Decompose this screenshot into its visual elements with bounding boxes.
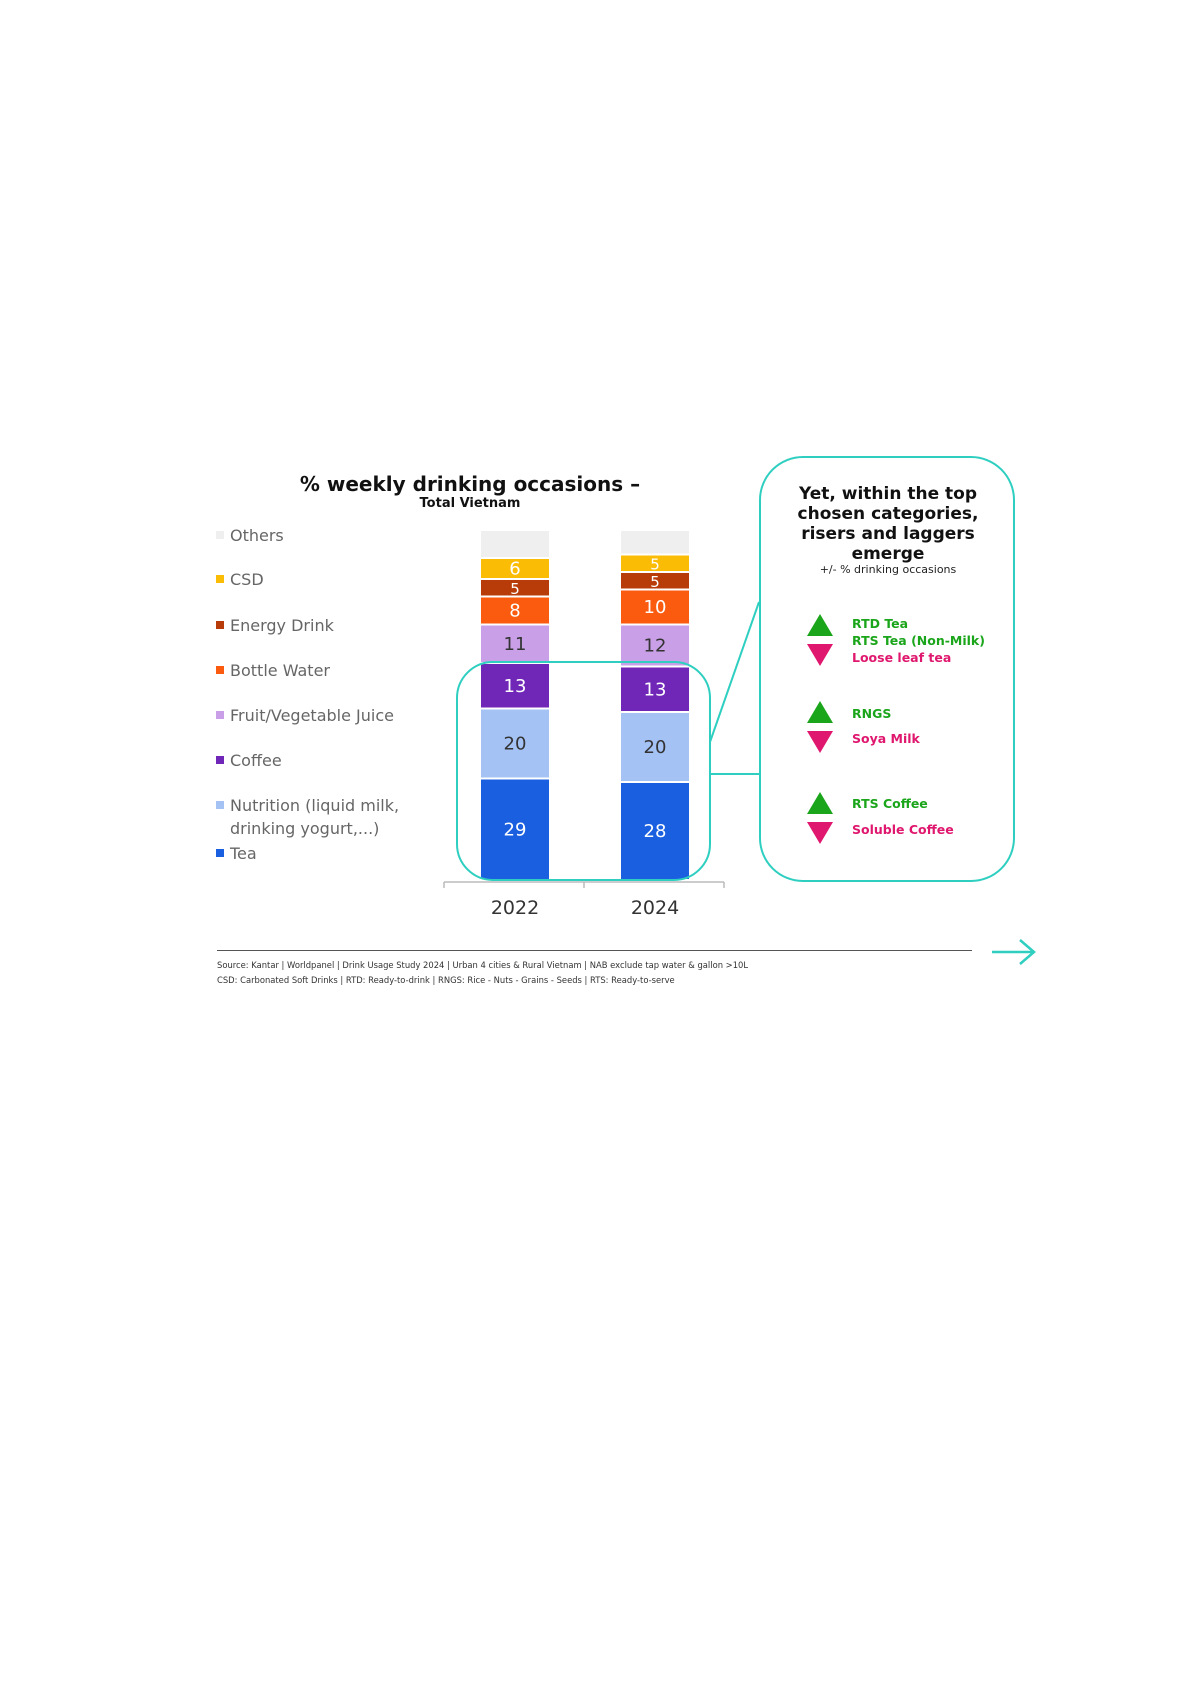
riser-up-arrow-icon xyxy=(807,792,833,814)
x-tick-label: 2022 xyxy=(490,897,540,919)
bar-value-label: 13 xyxy=(643,679,667,701)
legend-label: Tea xyxy=(230,844,257,863)
bar-value-label: 28 xyxy=(643,821,667,842)
lagger-down-arrow-icon xyxy=(807,644,833,666)
riser-up-arrow-icon xyxy=(807,701,833,723)
bar-value-label: 5 xyxy=(650,572,660,591)
abbreviation-note: CSD: Carbonated Soft Drinks | RTD: Ready-to-drink | RNGS: Rice - Nuts - Grains - Seeds | RTS: Ready-to-serve xyxy=(217,975,675,985)
lagger-down-arrow-icon xyxy=(807,731,833,753)
lagger-label: Loose leaf tea xyxy=(852,650,952,665)
bar-value-label: 29 xyxy=(503,819,527,841)
legend-label: Bottle Water xyxy=(230,661,330,680)
riser-label: RTD Tea xyxy=(852,616,909,631)
bar-value-label: 20 xyxy=(503,733,527,755)
bar-value-label: 12 xyxy=(643,635,667,657)
legend-label: Coffee xyxy=(230,751,282,770)
bar-value-label: 5 xyxy=(650,555,660,574)
legend-label: Energy Drink xyxy=(230,616,334,635)
riser-label: RNGS xyxy=(852,706,892,721)
bar-value-label: 13 xyxy=(503,675,527,697)
connector-line-top xyxy=(710,602,759,742)
riser-up-arrow-icon xyxy=(807,614,833,636)
callout-title: Yet, within the top chosen categories, risers and laggers emerge xyxy=(797,484,979,564)
bar-value-label: 10 xyxy=(643,597,667,618)
legend-label: Nutrition (liquid milk, drinking yogurt,...) xyxy=(230,796,400,838)
legend-label: CSD xyxy=(230,570,264,589)
bar-segment xyxy=(481,531,549,557)
lagger-label: Soluble Coffee xyxy=(852,822,954,837)
bar-segment xyxy=(621,531,689,554)
lagger-label: Soya Milk xyxy=(852,731,920,746)
chart-subtitle: Total Vietnam xyxy=(419,496,521,511)
bar-value-label: 8 xyxy=(509,600,521,622)
legend-label: Fruit/Vegetable Juice xyxy=(230,706,394,725)
bar-value-label: 5 xyxy=(510,579,520,598)
bar-value-label: 20 xyxy=(643,737,667,758)
legend-label: Others xyxy=(230,526,284,545)
x-tick-label: 2024 xyxy=(630,897,680,919)
riser-label: RTS Tea (Non-Milk) xyxy=(852,633,985,648)
lagger-down-arrow-icon xyxy=(807,822,833,844)
callout-subtitle: +/- % drinking occasions xyxy=(819,563,957,576)
bar-value-label: 11 xyxy=(503,633,527,655)
bar-value-label: 6 xyxy=(509,558,521,580)
next-arrow-icon xyxy=(992,940,1034,964)
chart-title: % weekly drinking occasions – xyxy=(299,472,641,496)
footer-divider xyxy=(217,950,972,951)
source-note: Source: Kantar | Worldpanel | Drink Usage Study 2024 | Urban 4 cities & Rural Vietnam | NAB exclude tap water & gallon >10L xyxy=(217,960,749,970)
riser-label: RTS Coffee xyxy=(852,796,928,811)
